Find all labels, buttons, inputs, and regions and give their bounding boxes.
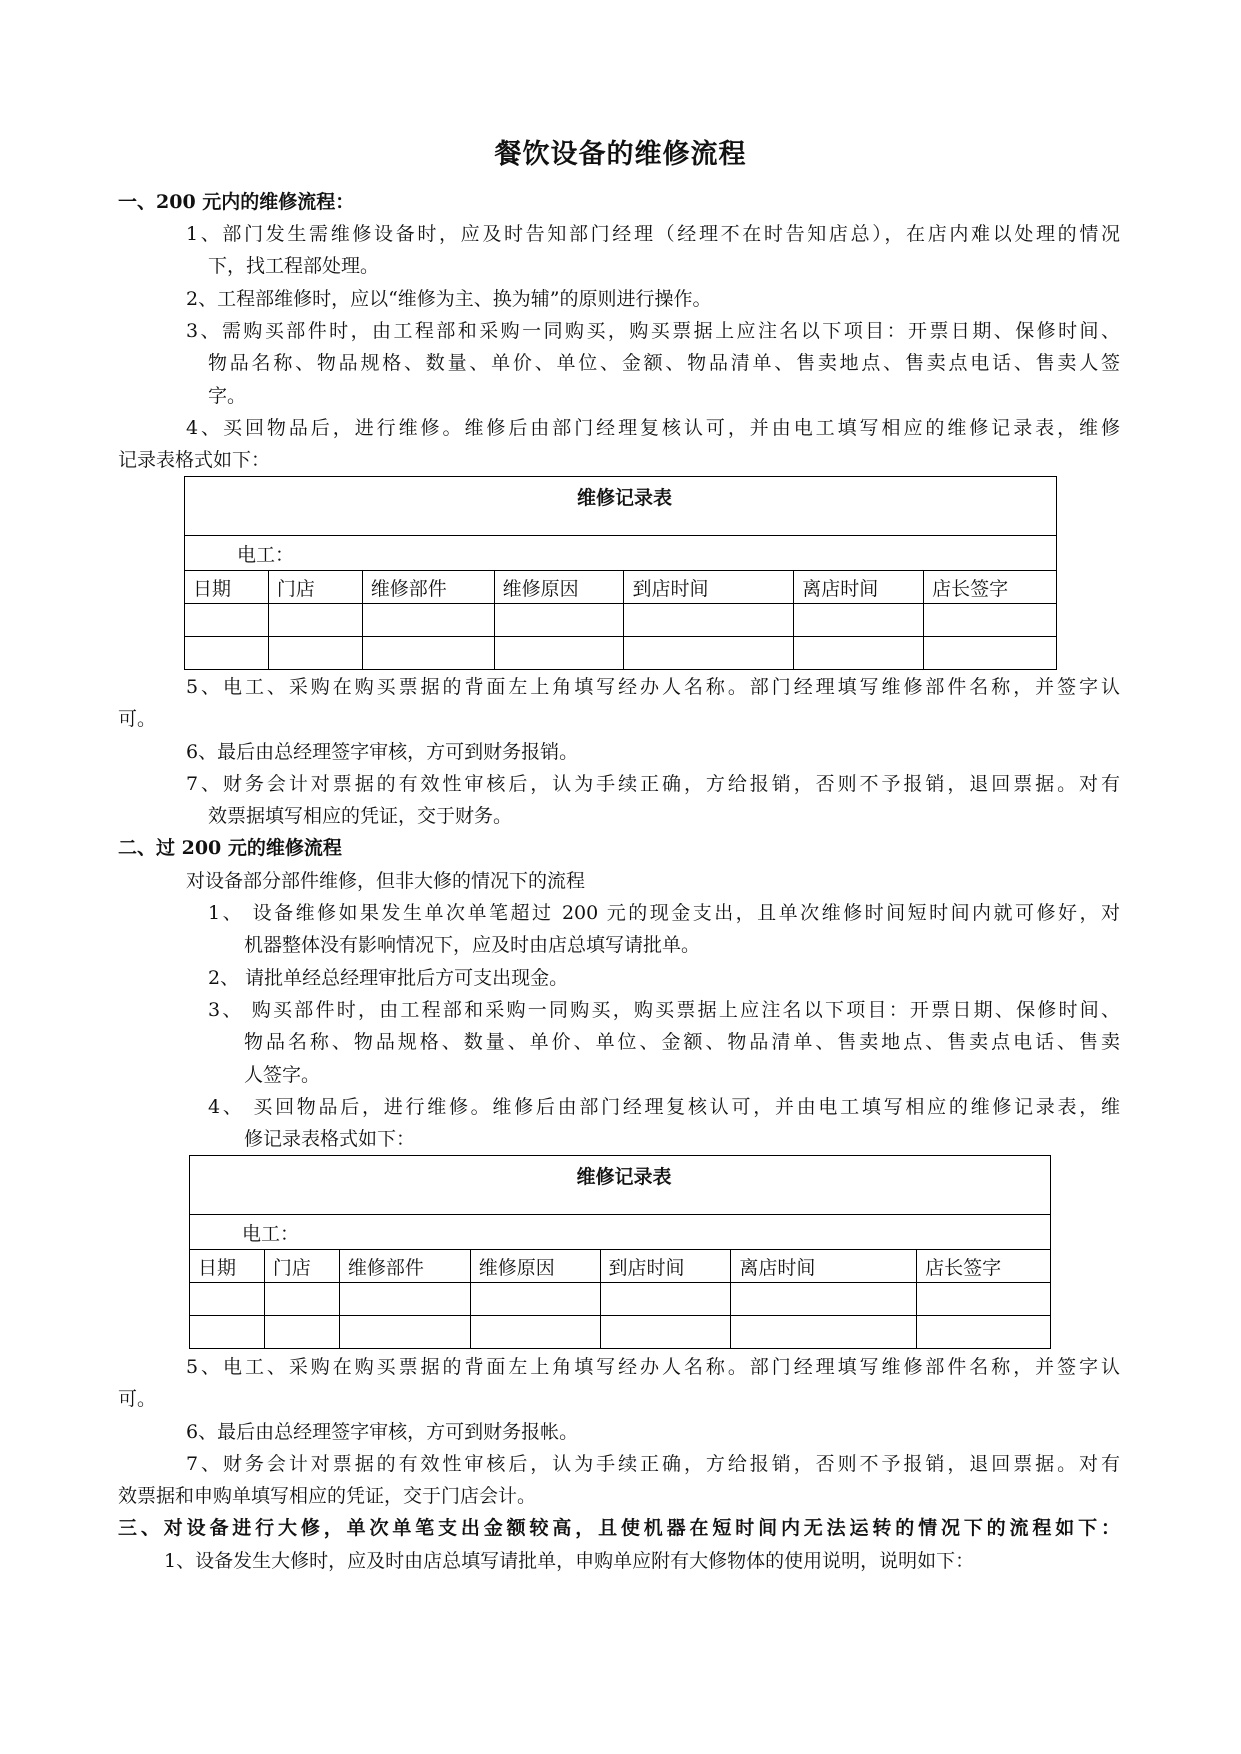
table2-col-date: 日期: [190, 1250, 265, 1283]
table1-col-date: 日期: [185, 571, 269, 604]
section3-heading: 三、对设备进行大修，单次单笔支出金额较高，且使机器在短时间内无法运转的情况下的流程如下：: [118, 1517, 1120, 1539]
s2-item7-line2: 效票据和申购单填写相应的凭证，交于门店会计。: [118, 1485, 537, 1507]
s1-item4-line2: 记录表格式如下：: [118, 449, 271, 471]
table1-col-signature: 店长签字: [924, 571, 1057, 604]
s2-item4-line1: 4、 买回物品后，进行维修。维修后由部门经理复核认可，并由电工填写相应的维修记录表，维: [208, 1096, 1120, 1118]
table2-empty-row: [190, 1283, 1051, 1316]
s1-item1-line1: 1、部门发生需维修设备时，应及时告知部门经理（经理不在时告知店总），在店内难以处理的情况: [186, 223, 1120, 245]
s1-item5-line1: 5、电工、采购在购买票据的背面左上角填写经办人名称。部门经理填写维修部件名称，并签字认: [186, 676, 1120, 698]
s2-item7-line1: 7、财务会计对票据的有效性审核后，认为手续正确，方给报销，否则不予报销，退回票据。对有: [186, 1453, 1120, 1475]
s2-item4-line2: 修记录表格式如下：: [244, 1128, 416, 1150]
table2-col-store: 门店: [264, 1250, 339, 1283]
table2-empty-row: [190, 1316, 1051, 1349]
table2-title: 维修记录表: [190, 1156, 1051, 1215]
repair-record-table-2: [189, 1155, 1051, 1349]
s1-item3-line1: 3、需购买部件时，由工程部和采购一同购买，购买票据上应注名以下项目：开票日期、保修时间、: [186, 320, 1120, 342]
table2-electrician-label: 电工：: [190, 1215, 1051, 1250]
document-title: 餐饮设备的维修流程: [494, 139, 747, 170]
repair-record-table-1: [184, 476, 1057, 670]
table1-empty-row: [185, 637, 1057, 670]
table2-col-signature: 店长签字: [917, 1250, 1051, 1283]
s1-item3-line2: 物品名称、物品规格、数量、单价、单位、金额、物品清单、售卖地点、售卖点电话、售卖人签: [208, 352, 1120, 374]
s1-item5-line2: 可。: [118, 708, 157, 730]
s2-item3-line2: 物品名称、物品规格、数量、单价、单位、金额、物品清单、售卖地点、售卖点电话、售卖: [244, 1031, 1120, 1053]
s2-item3-line1: 3、 购买部件时，由工程部和采购一同购买，购买票据上应注名以下项目：开票日期、保修时间、: [208, 999, 1120, 1021]
s2-item1-line2: 机器整体没有影响情况下，应及时由店总填写请批单。: [244, 934, 701, 956]
s2-intro: 对设备部分部件维修，但非大修的情况下的流程: [186, 870, 586, 892]
s1-item7-line2: 效票据填写相应的凭证，交于财务。: [208, 805, 513, 827]
table1-title: 维修记录表: [185, 477, 1057, 536]
s2-item3-line3: 人签字。: [244, 1064, 321, 1086]
table2-col-departure: 离店时间: [731, 1250, 917, 1283]
table1-col-part: 维修部件: [362, 571, 494, 604]
s2-item5-line2: 可。: [118, 1388, 157, 1410]
s1-item7-line1: 7、财务会计对票据的有效性审核后，认为手续正确，方给报销，否则不予报销，退回票据。对有: [186, 773, 1120, 795]
s1-item1-line2: 下，找工程部处理。: [208, 255, 380, 277]
s1-item3-line3: 字。: [208, 385, 247, 407]
section1-heading: 一、200 元内的维修流程：: [118, 191, 355, 213]
s2-item6: 6、最后由总经理签字审核，方可到财务报帐。: [186, 1421, 579, 1443]
table2-col-arrival: 到店时间: [600, 1250, 731, 1283]
table2-col-part: 维修部件: [339, 1250, 470, 1283]
table1-col-reason: 维修原因: [494, 571, 624, 604]
table1-col-arrival: 到店时间: [624, 571, 794, 604]
s2-item5-line1: 5、电工、采购在购买票据的背面左上角填写经办人名称。部门经理填写维修部件名称，并签字认: [186, 1356, 1120, 1378]
table1-col-departure: 离店时间: [794, 571, 924, 604]
table1-empty-row: [185, 604, 1057, 637]
s1-item6: 6、最后由总经理签字审核，方可到财务报销。: [186, 741, 579, 763]
s2-item1-line1: 1、 设备维修如果发生单次单笔超过 200 元的现金支出，且单次维修时间短时间内就可修好，对: [208, 902, 1120, 924]
table1-electrician-label: 电工：: [185, 536, 1057, 571]
table2-col-reason: 维修原因: [470, 1250, 600, 1283]
s1-item4-line1: 4、买回物品后，进行维修。维修后由部门经理复核认可，并由电工填写相应的维修记录表，维修: [186, 417, 1120, 439]
table1-col-store: 门店: [268, 571, 362, 604]
s3-item1: 1、设备发生大修时，应及时由店总填写请批单，申购单应附有大修物体的使用说明，说明如下：: [164, 1550, 975, 1572]
section2-heading: 二、过 200 元的维修流程: [118, 837, 342, 859]
s2-item2: 2、 请批单经总经理审批后方可支出现金。: [208, 967, 569, 989]
s1-item2: 2、工程部维修时，应以“维修为主、换为辅”的原则进行操作。: [186, 288, 712, 310]
